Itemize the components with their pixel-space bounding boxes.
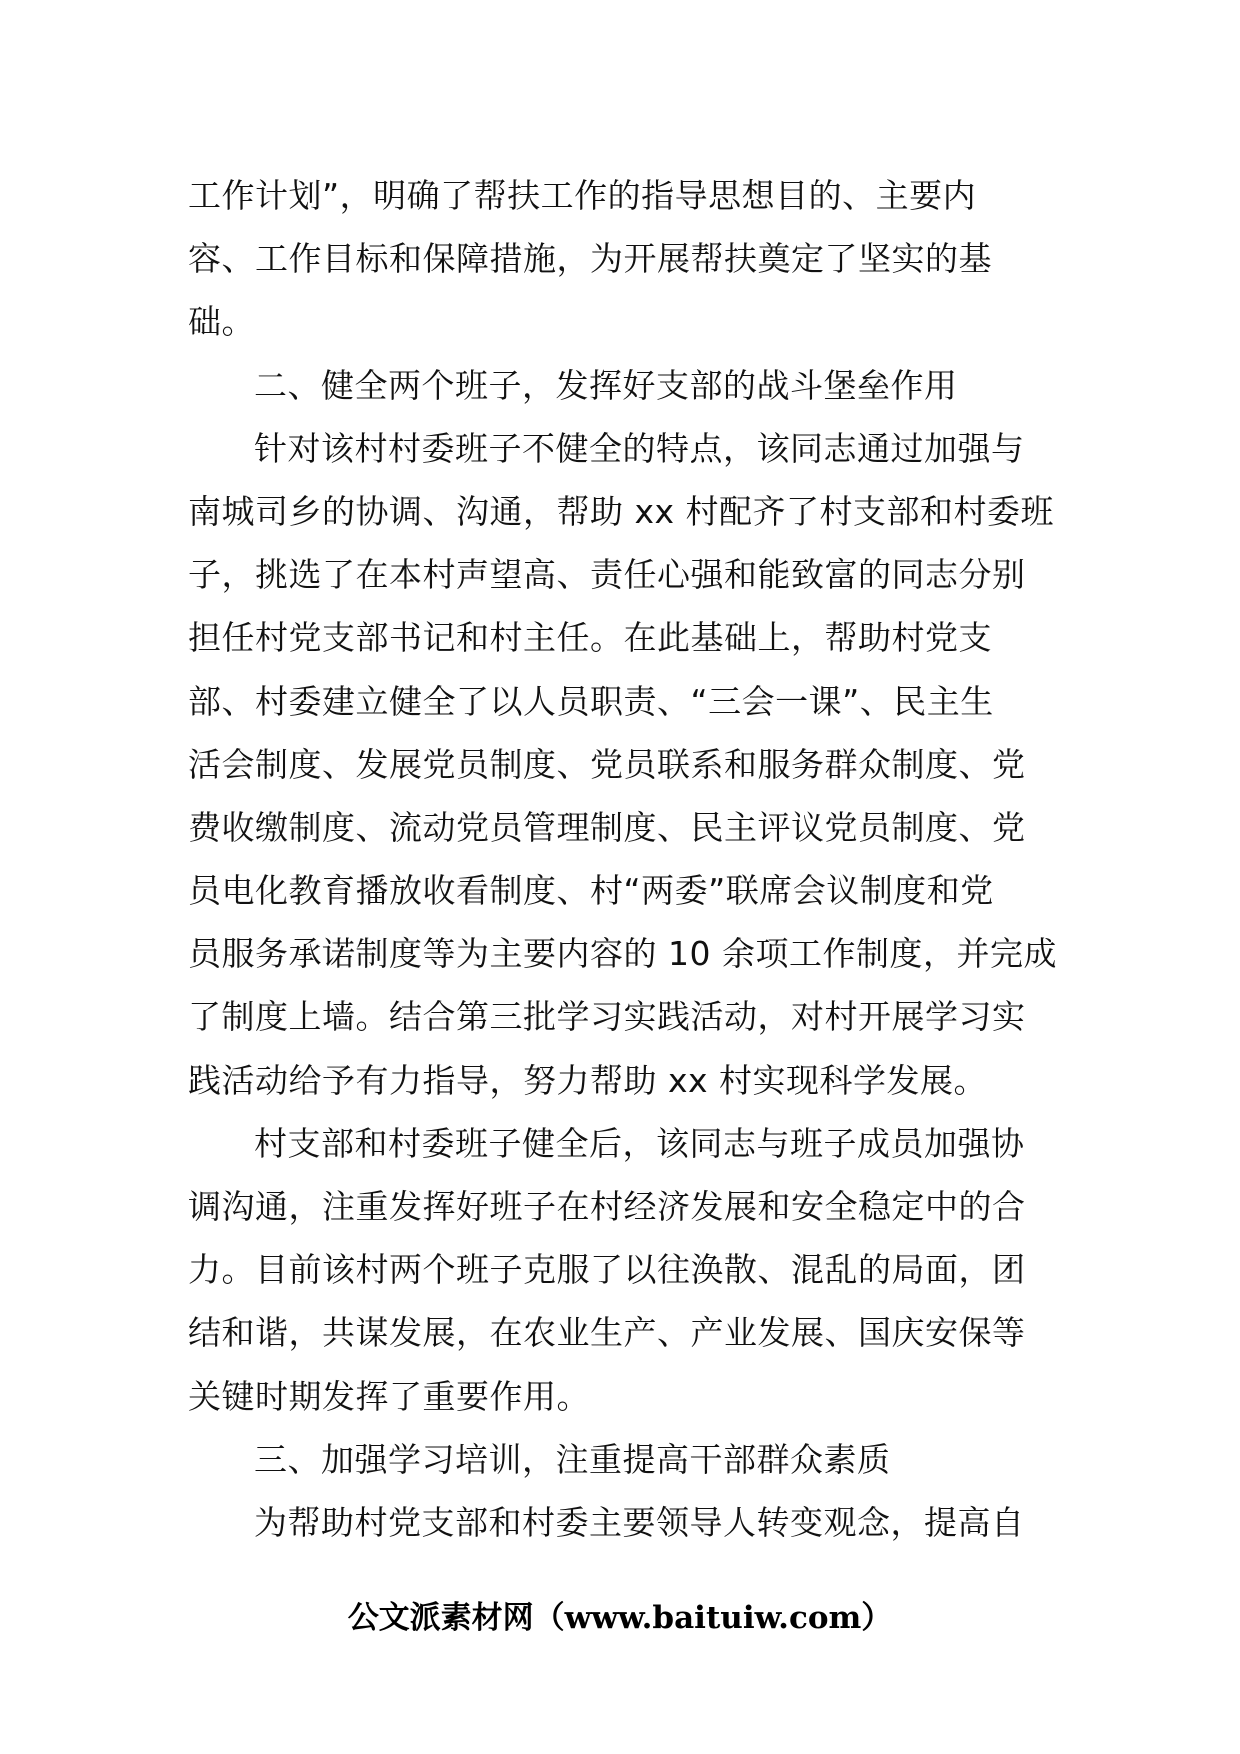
text-line: 结和谐，共谋发展，在农业生产、产业发展、国庆安保等 bbox=[188, 1313, 1026, 1353]
text-line: 村支部和村委班子健全后，该同志与班子成员加强协 bbox=[254, 1123, 1025, 1163]
text-line: 针对该村村委班子不健全的特点，该同志通过加强与 bbox=[254, 428, 1025, 468]
text-line: 部、村委建立健全了以人员职责、“三会一课”、民主生 bbox=[188, 681, 994, 721]
text-line: 活会制度、发展党员制度、党员联系和服务群众制度、党 bbox=[188, 744, 1026, 784]
section-heading: 三、加强学习培训，注重提高干部群众素质 bbox=[254, 1439, 891, 1479]
text-line: 南城司乡的协调、沟通，帮助 xx 村配齐了村支部和村委班 bbox=[188, 491, 1055, 531]
text-line: 为帮助村党支部和村委主要领导人转变观念，提高自 bbox=[254, 1502, 1025, 1542]
text-line: 员服务承诺制度等为主要内容的 10 余项工作制度，并完成 bbox=[188, 934, 1057, 974]
text-line: 子，挑选了在本村声望高、责任心强和能致富的同志分别 bbox=[188, 555, 1026, 595]
text-line: 员电化教育播放收看制度、村“两委”联席会议制度和党 bbox=[188, 871, 994, 911]
footer-watermark: 公文派素材网（www.baituiw.com） bbox=[347, 1600, 893, 1636]
text-line: 工作计划”，明确了帮扶工作的指导思想目的、主要内 bbox=[188, 176, 977, 215]
text-line: 践活动给予有力指导，努力帮助 xx 村实现科学发展。 bbox=[188, 1060, 988, 1100]
text-line: 担任村党支部书记和村主任。在此基础上，帮助村党支 bbox=[188, 618, 992, 658]
text-line: 费收缴制度、流动党员管理制度、民主评议党员制度、党 bbox=[188, 807, 1026, 847]
text-line: 调沟通，注重发挥好班子在村经济发展和安全稳定中的合 bbox=[188, 1187, 1026, 1226]
text-line: 础。 bbox=[188, 302, 255, 342]
text-line: 容、工作目标和保障措施，为开展帮扶奠定了坚实的基 bbox=[188, 239, 992, 279]
text-line: 了制度上墙。结合第三批学习实践活动，对村开展学习实 bbox=[188, 997, 1026, 1037]
text-line: 力。目前该村两个班子克服了以往涣散、混乱的局面，团 bbox=[188, 1250, 1026, 1290]
text-line: 关键时期发挥了重要作用。 bbox=[188, 1376, 590, 1416]
section-heading: 二、健全两个班子，发挥好支部的战斗堡垒作用 bbox=[254, 365, 958, 405]
document-body bbox=[188, 164, 1058, 1554]
